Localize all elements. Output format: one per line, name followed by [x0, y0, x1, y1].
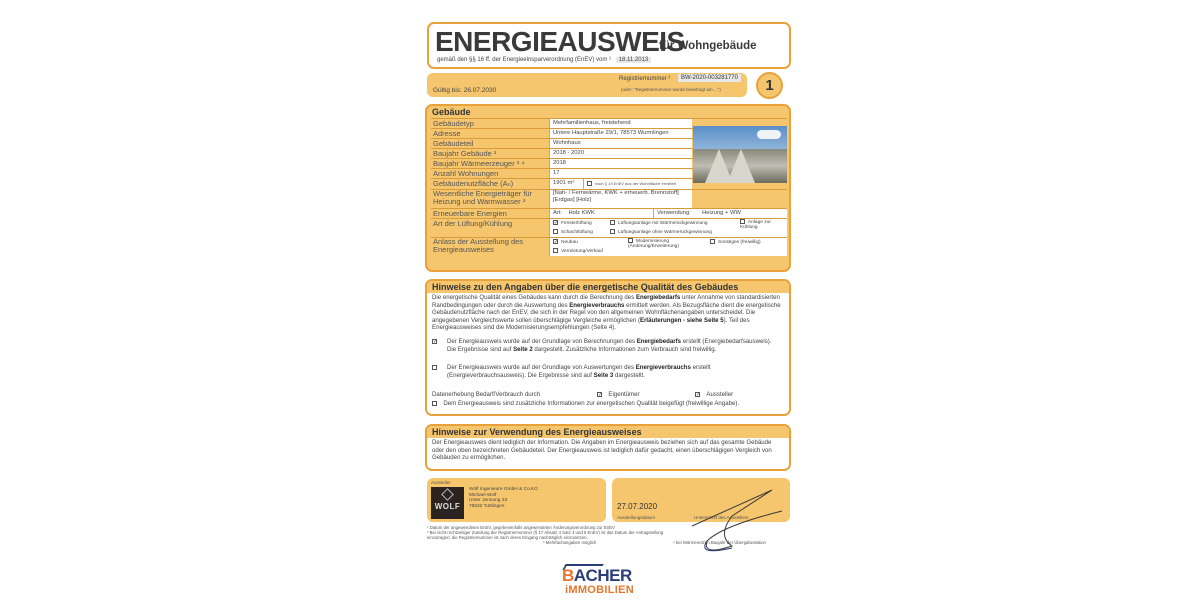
option-demand-certificate: Der Energieausweis wurde auf der Grundlage von Berechnungen des Energiebedarfs erstellt (Energiebedarfsausweis). Die Ergebnisse sind auf Seite 2 dargestellt. Zusätzliche Informationen zum Verbrauch sind freiwillig.	[447, 338, 772, 353]
energy-certificate-page	[423, 20, 795, 560]
issuer-logo: WOLF	[431, 487, 464, 519]
row-energy-carriers: Wesentliche Energieträger für Heizung und Warmwasser ³ [Nah- / Fernwärme, KWK + erneuerb. Brennstoff] [Erdgas] [Holz]	[431, 189, 787, 208]
row-building-type: Gebäudetyp Mehrfamilienhaus, freistehend	[431, 118, 787, 128]
checkbox-checked: ✓	[554, 239, 559, 246]
data-by-owner: ✓ Eigentümer	[598, 391, 640, 398]
law-reference: gemäß den §§ 16 ff. der Energieeinsparverordnung (EnEV) vom ¹ 18.11.2013	[437, 57, 651, 63]
usage-text: Der Energieausweis dient lediglich der Information. Die Angaben im Energieausweis beziehen sich auf das gesamte Gebäude oder den oben bezeichneten Gebäudeteil. Der Energieausweis ist lediglich dafür gedacht, einen überschlägigen Vergleich von Gebäuden zu ermöglichen.	[432, 439, 772, 461]
quality-hints-section	[425, 279, 791, 416]
data-by-issuer: ✓ Aussteller	[696, 391, 734, 398]
footnote-4: ⁴ bei Wärmenetzen Baujahr der Übergabestation	[673, 540, 766, 545]
law-date: 18.11.2013	[616, 57, 652, 63]
bacher-immobilien-logo: BACHER iMMOBILIEN	[562, 566, 634, 596]
row-usable-area: Gebäudenutzfläche (Aₙ) 1901 m² nach § 19 EnEV aus der Wohnfläche ermittelt	[431, 178, 787, 189]
row-address: Adresse Untere Hauptstraße 29/1, 78573 Wurmlingen	[431, 128, 787, 138]
checkbox	[553, 248, 558, 253]
footnote-1: ¹ Datum der angewendeten EnEV, gegebenenfalls angewendeten Änderungsverordnung zur EnEV	[427, 525, 615, 530]
quality-intro: Die energetische Qualität eines Gebäudes kann durch die Berechnung des Energiebedarfs unter Annahme von standardisierten Randbedingungen oder durch die Auswertung des Energieverbrauchs ermittelt werden. Als Bezugsfläche dient die energetische Gebäudenutzfläche nach der EnEV, die sich in der Regel von den allgemeinen Wohnflächenangaben unterscheidet. Die angegebenen Vergleichswerte sollen überschlägige Vergleiche ermöglichen (Erläuterungen - siehe Seite 5). Teil des Energieausweises sind die Modernisierungsempfehlungen (Seite 4).	[432, 294, 781, 331]
page-number-badge: 1	[756, 72, 783, 99]
registration-number: BW-2020-003281770	[678, 74, 741, 82]
checkbox-checked: ✓	[554, 220, 559, 227]
checkbox	[553, 229, 558, 234]
usage-hints-section	[425, 424, 791, 471]
row-renewables: Erneuerbare Energien Art: Holz KWK Verwendung: Heizung + WW	[431, 208, 787, 218]
issuer-address: Wolf Ingenieure GmbH & Co.KG Michael Wolf Unter Jennung 33 78532 Tuttlingen	[469, 487, 538, 509]
checkbox-demand-certificate: ✓	[433, 339, 438, 345]
row-building-part: Gebäudeteil Wohnhaus	[431, 138, 787, 148]
issue-date: 27.07.2020	[617, 502, 658, 511]
row-construction-year: Baujahr Gebäude ³ 2018 - 2020	[431, 148, 787, 158]
checkbox	[610, 220, 615, 225]
section-title: Hinweise zu den Angaben über die energetische Qualität des Gebäudes	[432, 282, 739, 292]
certificate-header	[427, 22, 791, 69]
checkbox	[740, 219, 745, 224]
building-photo	[693, 126, 787, 183]
option-consumption-certificate: Der Energieausweis wurde auf der Grundlage von Auswertungen des Energieverbrauchs erstellt (Energieverbrauchsausweis). Die Ergebnisse sind auf Seite 3 dargestellt.	[447, 364, 711, 379]
section-title: Hinweise zur Verwendung des Energieausweises	[432, 427, 642, 437]
row-issue-reason: Anlass der Ausstellung des Energieausweises ✓ Neubau Modernisierung (Änderung/Erweiterung) Sonstiges (freiwillig) Vermietung/Verkauf	[431, 237, 787, 256]
signature-box	[612, 478, 790, 522]
footnote-2: ² Bei nicht rechtzeitiger Zuteilung der Registriernummer (§ 17 Absatz 4 Satz 4 und 5 EnEV) ist das Datum der Antragstellung einzutragen; die Registriernummer ist nach deren Eingang nachträglich einzusetzen.	[427, 530, 664, 540]
section-title: Gebäude	[432, 107, 471, 117]
building-section	[425, 104, 791, 272]
checkbox	[628, 238, 633, 243]
registration-label: Registriernummer ²	[619, 76, 671, 82]
document-title: ENERGIEAUSWEIS	[435, 26, 685, 57]
issuer-box: Aussteller WOLF Wolf Ingenieure GmbH & Co.KG Michael Wolf Unter Jennung 33 78532 Tuttlingen	[427, 478, 606, 522]
row-heater-year: Baujahr Wärmeerzeuger ³ ⁴ 2018	[431, 158, 787, 168]
wolf-logo-icon	[441, 488, 454, 501]
issue-date-label: Ausstellungsdatum	[617, 515, 656, 520]
extra-info-option: Dem Energieausweis sind zusätzliche Informationen zur energetischen Qualität beigefügt (freiwillige Angabe).	[432, 400, 739, 408]
row-ventilation: Art der Lüftung/Kühlung ✓ Fensterlüftung Lüftungsanlage mit Wärmerückgewinnung Anlage zur Kühlung Schachtlüftung Lüftungsanlage ohne Wärmerückgewinnung	[431, 218, 787, 237]
row-apartment-count: Anzahl Wohnungen 17	[431, 168, 787, 178]
signature-label: Unterschrift des Ausstellers	[694, 515, 749, 520]
footnote-3: ³ Mehrfachangaben möglich	[543, 540, 597, 545]
registration-note: (oder: "Registriernummer wurde beantragt am ...")	[621, 87, 721, 92]
checkbox	[610, 229, 615, 234]
checkbox	[587, 181, 592, 186]
document-subtitle: für Wohngebäude	[659, 40, 757, 52]
data-collection-label: Datenerhebung Bedarf/Verbrauch durch	[432, 391, 541, 398]
registration-bar	[427, 73, 747, 97]
checkbox	[710, 239, 715, 244]
valid-until: Gültig bis: 26.07.2030	[433, 87, 497, 94]
signature-icon	[672, 486, 792, 556]
checkbox-consumption-certificate	[432, 365, 437, 370]
